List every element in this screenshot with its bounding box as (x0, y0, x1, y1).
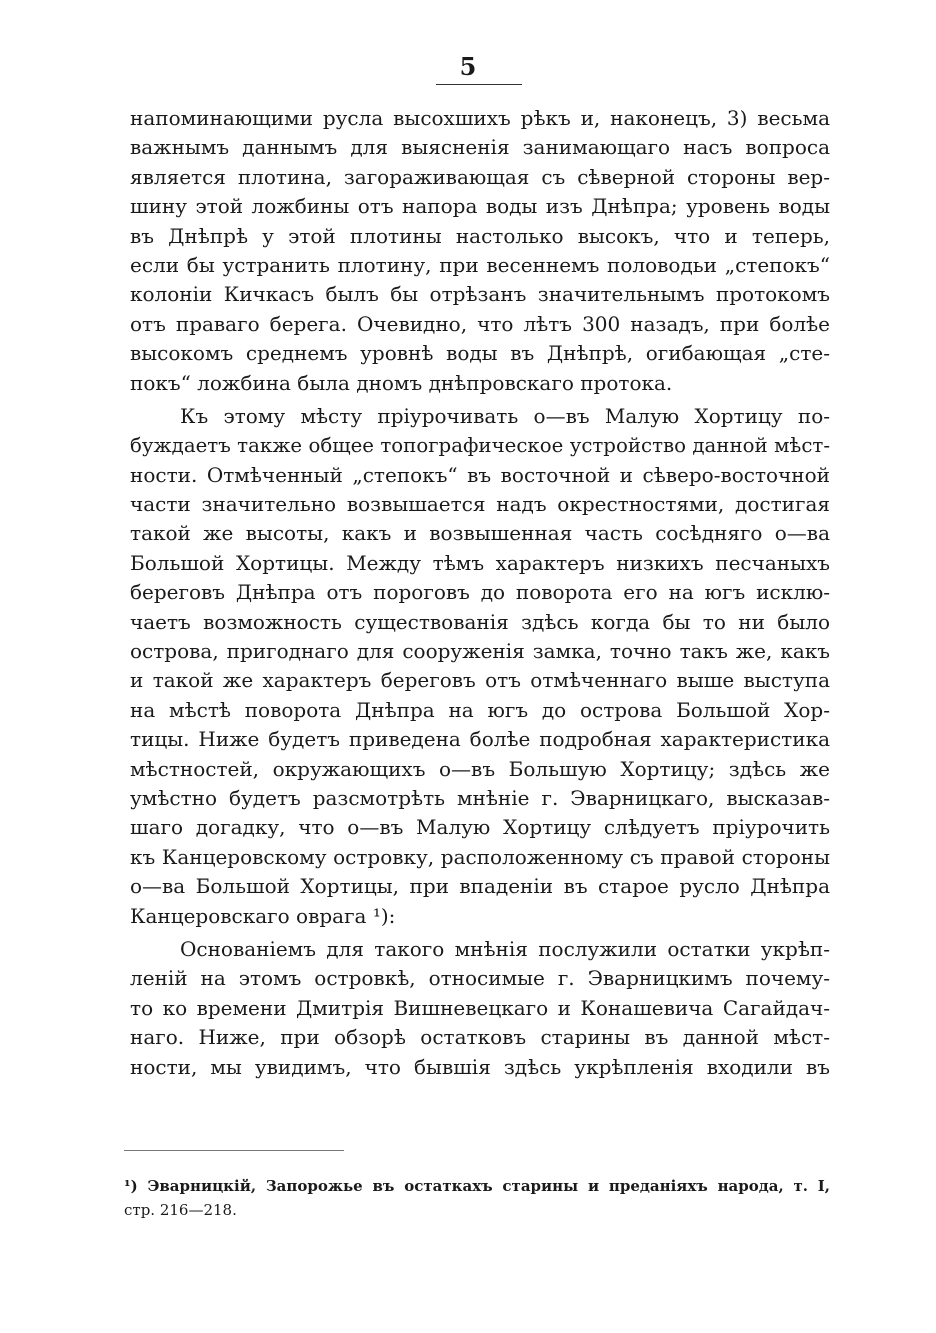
text-line: леній на этомъ островкѣ, относимые г. Эварницкимъ почему- (130, 966, 830, 991)
footnote-line: стр. 216—218. (124, 1201, 237, 1219)
text-line: отъ праваго берега. Очевидно, что лѣтъ 300 назадъ, при болѣе (130, 311, 830, 336)
text-line: такой же высоты, какъ и возвышенная часть сосѣдняго о—ва (130, 521, 830, 546)
body-text (130, 104, 830, 1082)
text-line: важнымъ даннымъ для выясненія занимающаго насъ вопроса (130, 135, 830, 160)
page-number: 5 (459, 52, 477, 81)
text-line: мѣстностей, окружающихъ о—въ Большую Хортицу; здѣсь же (130, 756, 830, 781)
text-line: напоминающими русла высохшихъ рѣкъ и, наконецъ, 3) весьма (130, 106, 830, 130)
text-line: если бы устранить плотину, при весеннемъ половодьи „степокъ“ (130, 252, 830, 277)
text-line: ности, мы увидимъ, что бывшія здѣсь укрѣпленія входили въ (130, 1054, 830, 1079)
text-line: береговъ Днѣпра отъ пороговъ до поворота его на югъ исклю- (130, 580, 830, 605)
text-line: то ко времени Дмитрія Вишневецкаго и Конашевича Сагайдач- (130, 995, 830, 1020)
text-line: является плотина, загораживающая съ сѣверной стороны вер- (130, 164, 830, 189)
text-line: и такой же характеръ береговъ отъ отмѣченнаго выше выступа (130, 668, 830, 693)
text-line: шаго догадку, что о—въ Малую Хортицу слѣдуетъ пріурочить (130, 815, 830, 840)
text-line: острова, пригоднаго для сооруженія замка, точно такъ же, какъ (130, 639, 830, 664)
text-line: покъ“ ложбина была дномъ днѣпровскаго протока. (130, 370, 673, 395)
text-line: Канцеровскаго оврага ¹): (130, 903, 396, 928)
text-line: на мѣстѣ поворота Днѣпра на югъ до острова Большой Хор- (130, 697, 830, 722)
text-line: чаетъ возможность существованія здѣсь когда бы то ни было (130, 609, 830, 634)
text-line: о—ва Большой Хортицы, при впаденіи въ старое русло Днѣпра (130, 874, 830, 899)
footnote-line: ¹) Эварницкій, Запорожье въ остаткахъ старины и преданіяхъ народа, т. I, (124, 1177, 830, 1195)
text-line: колоніи Кичкасъ былъ бы отрѣзанъ значительнымъ протокомъ (130, 282, 830, 307)
text-line: Большой Хортицы. Между тѣмъ характеръ низкихъ песчаныхъ (130, 550, 830, 575)
text-line: къ Канцеровскому островку, расположенному съ правой стороны (130, 844, 830, 869)
header-rule (436, 84, 522, 85)
text-line: ности. Отмѣченный „степокъ“ въ восточной и сѣверо-восточной (130, 462, 830, 487)
text-line: шину этой ложбины отъ напора воды изъ Днѣпра; уровень воды (130, 194, 830, 219)
text-line: высокомъ среднемъ уровнѣ воды въ Днѣпрѣ, огибающая „сте- (130, 341, 830, 366)
text-line: въ Днѣпрѣ у этой плотины настолько высокъ, что и теперь, (130, 223, 830, 248)
text-line: Основаніемъ для такого мнѣнія послужили остатки укрѣп- (180, 936, 830, 961)
footnote (124, 1174, 830, 1222)
text-line: Къ этому мѣсту пріурочивать о—въ Малую Хортицу по- (180, 403, 830, 428)
footnote-rule (124, 1150, 344, 1151)
text-line: наго. Ниже, при обзорѣ остатковъ старины въ данной мѣст- (130, 1025, 830, 1050)
text-line: тицы. Ниже будетъ приведена болѣе подробная характеристика (130, 727, 830, 752)
text-line: умѣстно будетъ разсмотрѣть мнѣніе г. Эварницкаго, высказав- (130, 785, 830, 810)
text-line: части значительно возвышается надъ окрестностями, достигая (130, 492, 830, 517)
text-line: буждаетъ также общее топографическое устройство данной мѣст- (130, 434, 830, 458)
